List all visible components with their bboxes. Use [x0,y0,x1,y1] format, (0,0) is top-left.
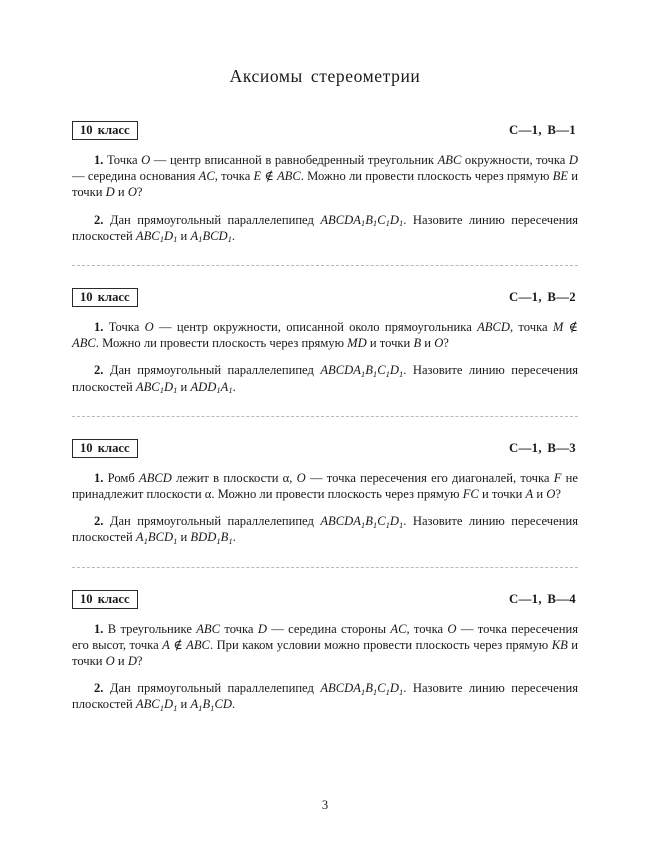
task-number: 2. [94,681,104,696]
variant-label: С—1, В—4 [509,591,576,606]
grade-badge: 10 класс [72,121,138,140]
task-item [72,680,578,712]
task-text: Дан прямоугольный параллелепипед $ABCDA_1B_1C_1D_1$. Назовите линию пересечения плоскостей $ABC_1D_1$ и $A_1B_1CD$. [72,681,578,714]
variant-label: С—1, В—2 [509,290,576,305]
grade-badge: 10 класс [72,439,138,458]
task-text: Дан прямоугольный параллелепипед $ABCDA_1B_1C_1D_1$. Назовите линию пересечения плоскостей $A_1BCD_1$ и $BDD_1B_1$. [72,514,578,547]
block-gap [72,417,578,439]
block-header [72,590,578,609]
task-item [72,513,578,545]
separator-wrap [72,244,578,266]
task-number: 2. [94,363,104,378]
task-text: Точка O — центр вписанной в равнобедренный треугольник ABC окружности, точка D — середина основания AC, точка E ∉ ABC. Можно ли провести плоскость через прямую BE и точки D и O? [72,153,578,200]
page-title: Аксиомы стереометрии [229,66,421,86]
section-separator [72,567,578,568]
task-number: 2. [94,212,104,227]
task-number: 1. [94,320,104,335]
task-item [72,212,578,244]
block-header [72,121,578,140]
task-number: 2. [94,514,104,529]
exercise-blocks [72,121,578,713]
exercise-block [72,439,578,568]
block-gap [72,568,578,590]
section-separator [72,416,578,417]
block-header [72,439,578,458]
separator-wrap [72,546,578,568]
grade-badge: 10 класс [72,590,138,609]
task-number: 1. [94,153,104,167]
task-text: Дан прямоугольный параллелепипед $ABCDA_1B_1C_1D_1$. Назовите линию пересечения плоскостей $ABC_1D_1$ и $ADD_1A_1$. [72,363,578,396]
section-separator [72,265,578,266]
task-item [72,362,578,394]
block-header [72,288,578,307]
task-text: Дан прямоугольный параллелепипед $ABCDA_1B_1C_1D_1$. Назовите линию пересечения плоскостей $ABC_1D_1$ и $A_1BCD_1$. [72,212,578,245]
task-text: Ромб ABCD лежит в плоскости α, O — точка пересечения его диагоналей, точка F не принадлежит плоскости α. Можно ли провести плоскость через прямую FC и точки A и O? [72,470,578,502]
grade-badge: 10 класс [72,288,138,307]
separator-wrap [72,395,578,417]
task-text: Точка O — центр окружности, описанной около прямоугольника ABCD, точка M ∉ ABC. Можно ли провести плоскость через прямую MD и точки B и O? [72,320,578,351]
task-number: 1. [94,470,104,485]
task-number: 1. [94,621,104,636]
task-item [72,319,578,351]
variant-label: С—1, В—3 [509,440,576,455]
task-item [72,621,578,670]
block-gap [72,266,578,288]
exercise-block [72,288,578,417]
task-text: В треугольнике ABC точка D — середина стороны AC, точка O — точка пересечения его высот, точка A ∉ ABC. При каком условии можно провести плоскость через прямую KB и точки O и D? [72,621,578,669]
page-number: 3 [321,798,329,812]
variant-label: С—1, В—1 [509,123,576,137]
exercise-block [72,121,578,266]
task-item [72,470,578,502]
exercise-block [72,590,578,713]
task-item [72,152,578,201]
